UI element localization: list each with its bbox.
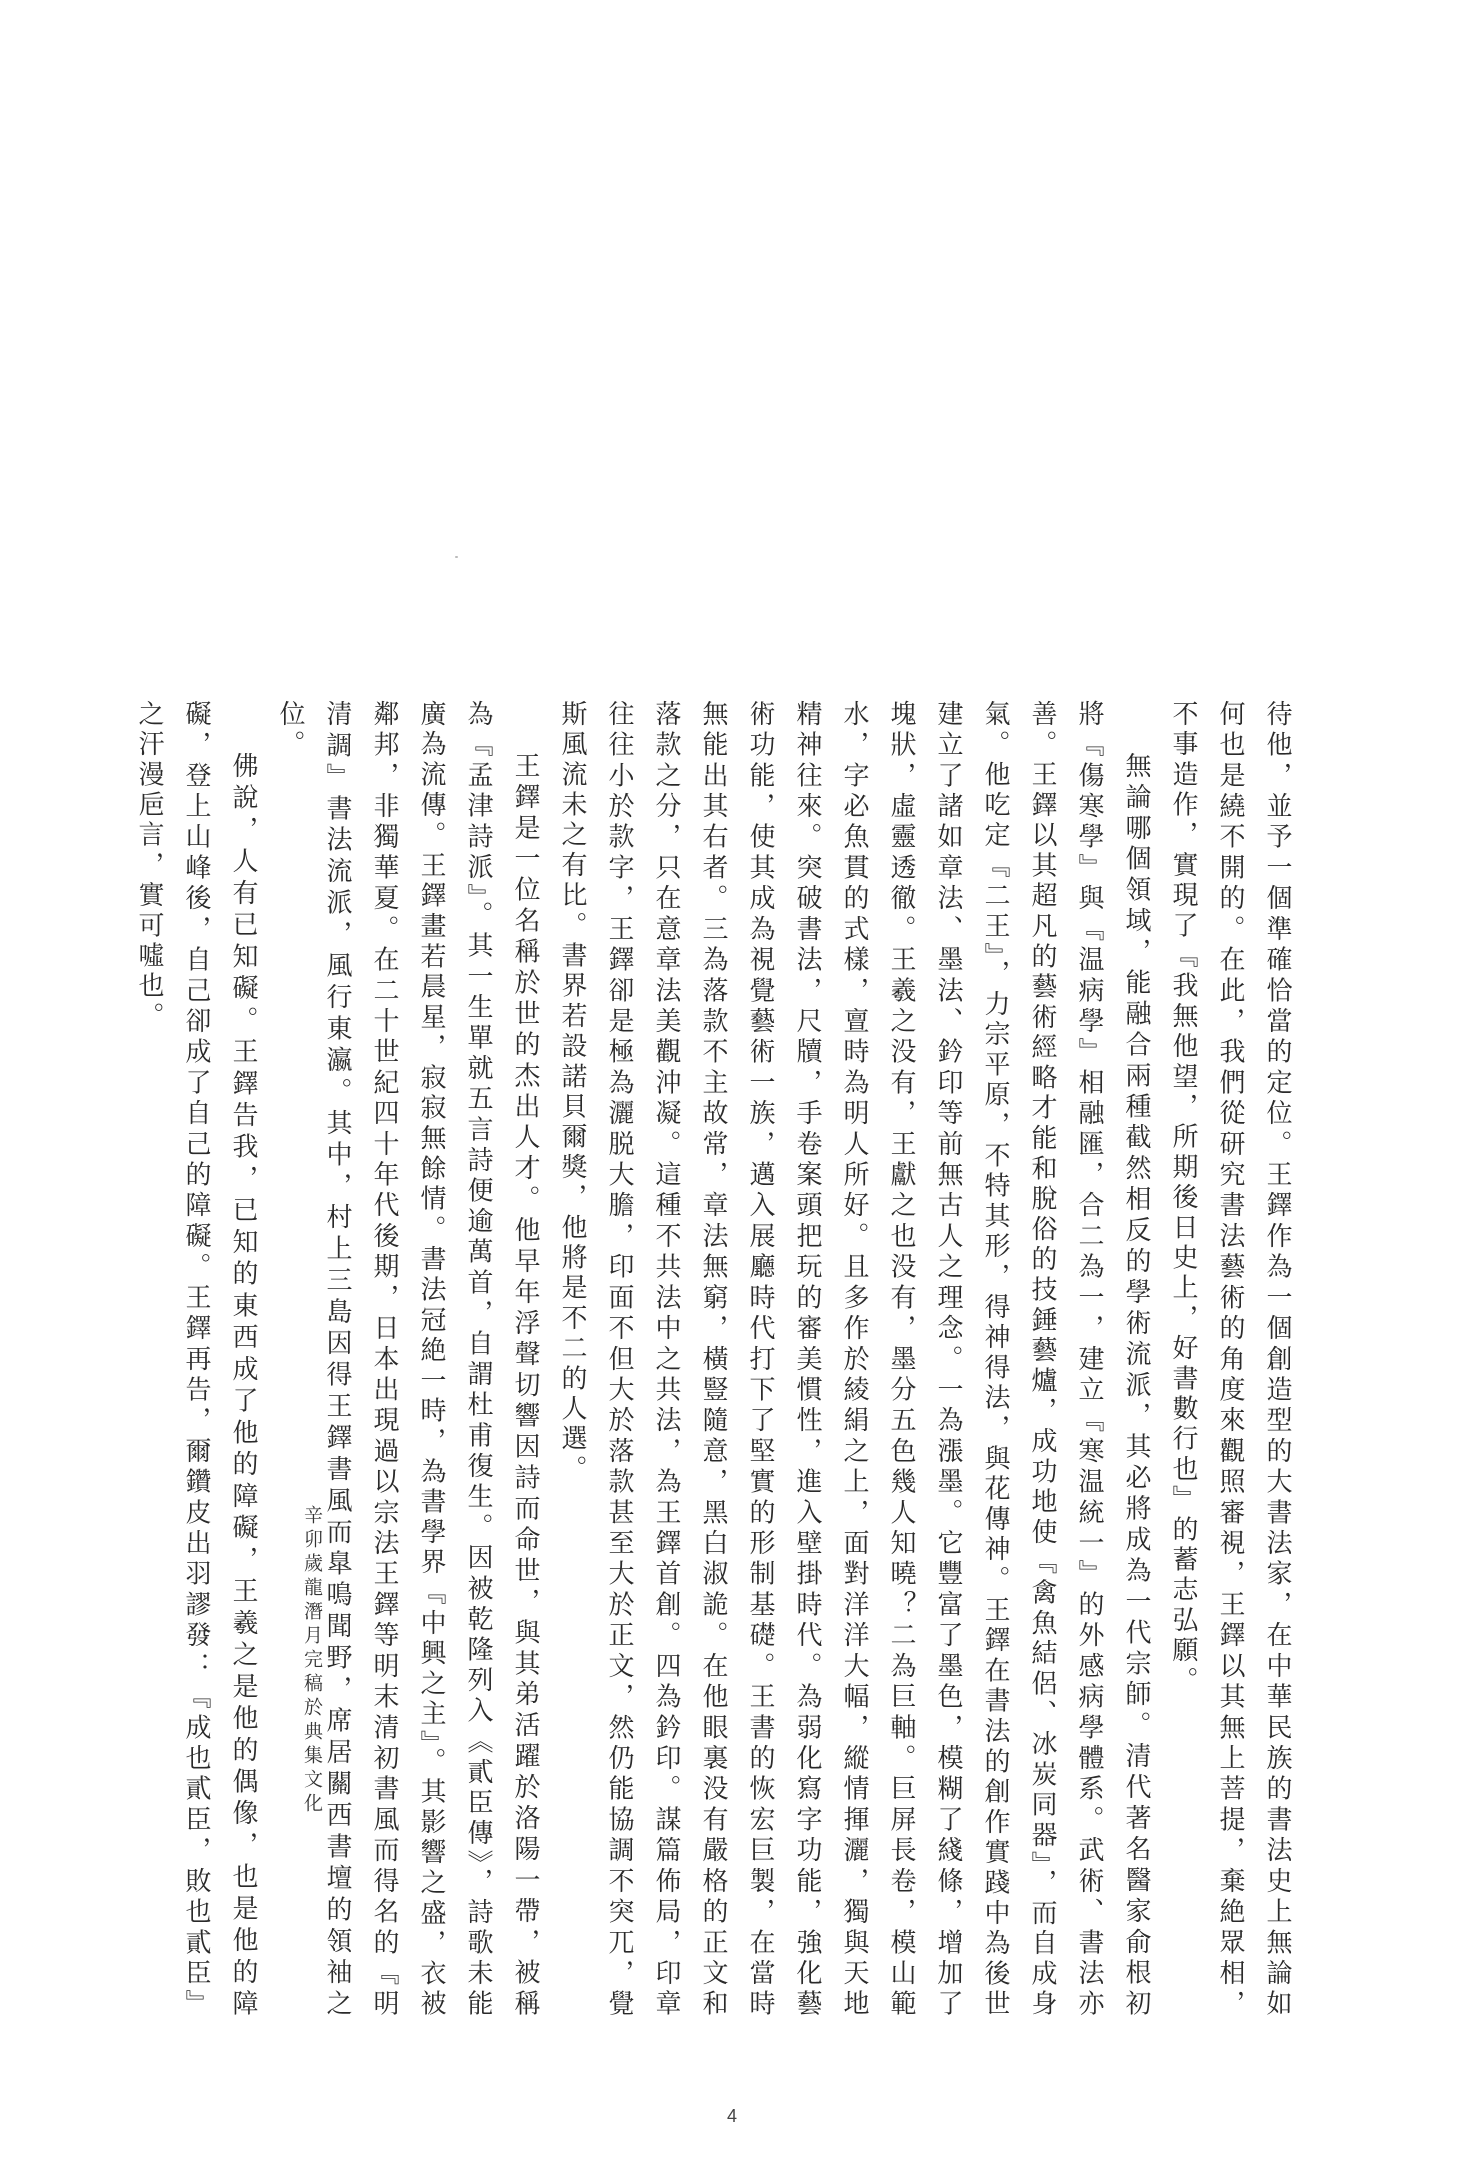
colophon-signature: 辛卯歲龍潛月完稿於典集文化: [301, 1505, 323, 1817]
paper-speck: [455, 556, 458, 558]
page-number: 4: [726, 2106, 737, 2126]
paragraph-1: 待他，並予一個準確恰當的定位。王鐸作為一個創造型的大書法家，在中華民族的書法史上無論如何也是繞不開的。在此，我們從研究書法藝術的角度來觀照審視，王鐸以其無上菩提，棄絶眾相，不事造作，實現了『我無他望，所期後日史上，好書數行也』的蓄志弘願。: [1168, 700, 1292, 2020]
paragraph-3: 王鐸是一位名稱於世的杰出人才。他早年浮聲切響因詩而命世，與其弟活躍於洛陽一帶，被稱為『孟津詩派』。其一生單就五言詩便逾萬首，自謂杜甫復生。因被乾隆列入《貳臣傳》，詩歌未能廣為流傳。王鐸畫若晨星，寂寂無餘情。書法冠絶一時，為書學界『中興之主』。其影響之盛，衣被鄰邦，非獨華夏。在二十世紀四十年代後期，日本出現過以宗法王鐸等明末清初書風而得名的『明清調』書法流派，風行東瀛。其中，村上三島因得王鐸書風而臯鳴聞野，席居關西書壇的領袖之位。: [275, 700, 540, 2020]
paragraph-2: 無論哪個領域，能融合兩種截然相反的學術流派，其必將成為一代宗師。清代著名醫家俞根初將『傷寒學』與『温病學』相融匯，合二為一，建立『寒温統一』的外感病學體系。武術、書法亦善。王鐸以其超凡的藝術經略才能和脫俗的技錘藝爐，成功地使『禽魚結侶、冰炭同器』，而自成身氣。他吃定『二王』，力宗平原，不特其形，得神得法，與花傳神。王鐸在書法的創作實踐中為後世建立了諸如章法、墨法、鈐印等前無古人之理念。一為漲墨。它豐富了墨色，模糊了綫條，增加了塊狀，虛靈透徹。王羲之没有，王獻之也没有，墨分五色幾人知曉？二為巨軸。巨屏長卷，模山範水，字必魚貫的式樣，亶時為明人所好。且多作於綾絹之上，面對洋洋大幅，縱情揮灑，獨與天地精神往來。突破書法，尺牘，手卷案頭把玩的審美慣性，進入壁掛時代。為弱化寫字功能，強化藝術功能，使其成為視覺藝術一族，邁入展廳時代打下了堅實的形制基礎。王書的恢宏巨製，在當時無能出其右者。三為落款不主故常，章法無窮，橫豎隨意，黑白淑詭。在他眼裏没有嚴格的正文和落款之分，只在意章法美觀沖凝。這種不共法中之共法，為王鐸首創。四為鈐印。謀篇佈局，印章往往小於款字，王鐸卻是極為灑脱大膽，印面不但大於落款甚至大於正文，然仍能協調不突兀，覺斯風流未之有比。書界若設諾貝爾獎，他將是不二的人選。: [557, 700, 1151, 2020]
essay-body: [134, 700, 1300, 2020]
paragraph-4: 佛說，人有已知礙。王鐸告我，已知的東西成了他的障礙，王羲之是他的偶像，也是他的障礙，登上山峰後，自己卻成了自己的障礙。王鐸再告，爾鑽皮出羽謬發：『成也貳臣，敗也貳臣』之汗漫巵言，實可噓也。: [134, 700, 258, 2020]
